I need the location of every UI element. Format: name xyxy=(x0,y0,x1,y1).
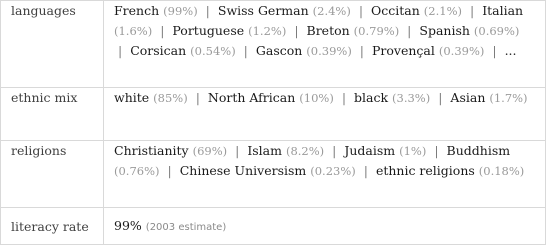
list-item xyxy=(371,3,462,18)
literacy-value-cell xyxy=(104,208,546,245)
item-name: Judaism xyxy=(344,143,396,158)
item-name: Breton xyxy=(306,23,350,38)
item-name: Portuguese xyxy=(172,23,245,38)
row-religions xyxy=(1,141,546,208)
value-list xyxy=(104,88,546,141)
item-name: Buddhism xyxy=(446,143,511,158)
separator: | xyxy=(434,143,439,158)
item-name: black xyxy=(354,90,389,105)
list-item xyxy=(130,43,235,58)
item-percentage: (0.23%) xyxy=(310,164,356,178)
row-ethnic-mix xyxy=(1,88,546,141)
value-list xyxy=(104,1,546,88)
item-percentage: (2.1%) xyxy=(423,4,462,18)
row-label: languages xyxy=(1,1,104,88)
item-percentage: (0.76%) xyxy=(114,164,160,178)
item-name: Provençal xyxy=(372,43,435,58)
item-percentage: (8.2%) xyxy=(285,144,325,158)
list-item xyxy=(419,23,519,38)
row-literacy-rate xyxy=(1,208,546,245)
separator: | xyxy=(363,163,368,178)
item-name: Chinese Universism xyxy=(179,163,307,178)
item-name: Occitan xyxy=(371,3,420,18)
item-percentage: (1.6%) xyxy=(114,24,153,38)
item-percentage: (0.39%) xyxy=(438,44,485,58)
separator: | xyxy=(332,143,337,158)
value-list xyxy=(104,141,546,208)
separator: | xyxy=(243,43,248,58)
item-percentage: (1.7%) xyxy=(489,91,528,105)
item-percentage: (1.2%) xyxy=(248,24,287,38)
item-name: Gascon xyxy=(255,43,303,58)
item-percentage: (10%) xyxy=(299,91,334,105)
list-item xyxy=(218,3,351,18)
estimate-note: (2003 estimate) xyxy=(145,221,227,233)
list-item xyxy=(376,163,524,178)
item-name: Swiss German xyxy=(217,3,309,18)
separator: | xyxy=(469,3,475,18)
item-name: Corsican xyxy=(130,43,187,58)
item-percentage: (69%) xyxy=(192,144,228,158)
list-item xyxy=(247,143,324,158)
more-ellipsis: ... xyxy=(504,43,517,58)
separator: | xyxy=(294,23,299,38)
separator: | xyxy=(359,43,365,58)
separator: | xyxy=(407,23,412,38)
list-item xyxy=(114,90,188,105)
separator: | xyxy=(205,3,210,18)
item-percentage: (0.69%) xyxy=(473,24,520,38)
item-name: Spanish xyxy=(419,23,470,38)
row-label: religions xyxy=(1,141,104,208)
item-percentage: (85%) xyxy=(153,91,188,105)
list-item xyxy=(307,23,400,38)
separator: | xyxy=(118,43,123,58)
item-name: French xyxy=(114,3,160,18)
item-name: Asian xyxy=(450,90,486,105)
row-label: literacy rate xyxy=(1,208,104,245)
item-percentage: (3.3%) xyxy=(392,91,431,105)
list-item xyxy=(208,90,334,105)
separator: | xyxy=(492,43,497,58)
list-item xyxy=(256,43,352,58)
separator: | xyxy=(167,163,172,178)
list-item xyxy=(114,3,198,18)
separator: | xyxy=(358,3,364,18)
separator: | xyxy=(341,90,347,105)
list-item xyxy=(450,90,527,105)
item-name: Italian xyxy=(482,3,524,18)
separator: | xyxy=(195,90,200,105)
item-name: Islam xyxy=(247,143,282,158)
item-percentage: (0.54%) xyxy=(190,44,236,58)
item-percentage: (1%) xyxy=(399,144,427,158)
item-percentage: (0.79%) xyxy=(353,24,400,38)
item-name: ethnic religions xyxy=(375,163,475,178)
row-label: ethnic mix xyxy=(1,88,104,141)
item-percentage: (0.18%) xyxy=(478,164,525,178)
list-item xyxy=(354,90,430,105)
list-item xyxy=(172,23,286,38)
item-name: North African xyxy=(207,90,296,105)
separator: | xyxy=(235,143,240,158)
list-item xyxy=(372,43,484,58)
list-item xyxy=(344,143,426,158)
separator: | xyxy=(438,90,443,105)
item-percentage: (0.39%) xyxy=(306,44,352,58)
item-name: Christianity xyxy=(114,143,189,158)
item-percentage: (2.4%) xyxy=(312,4,351,18)
item-name: white xyxy=(114,90,150,105)
list-item xyxy=(114,143,227,158)
separator: | xyxy=(160,23,165,38)
row-languages xyxy=(1,1,546,88)
item-percentage: (99%) xyxy=(163,4,198,18)
literacy-value: 99% xyxy=(114,217,142,233)
list-item xyxy=(180,163,356,178)
